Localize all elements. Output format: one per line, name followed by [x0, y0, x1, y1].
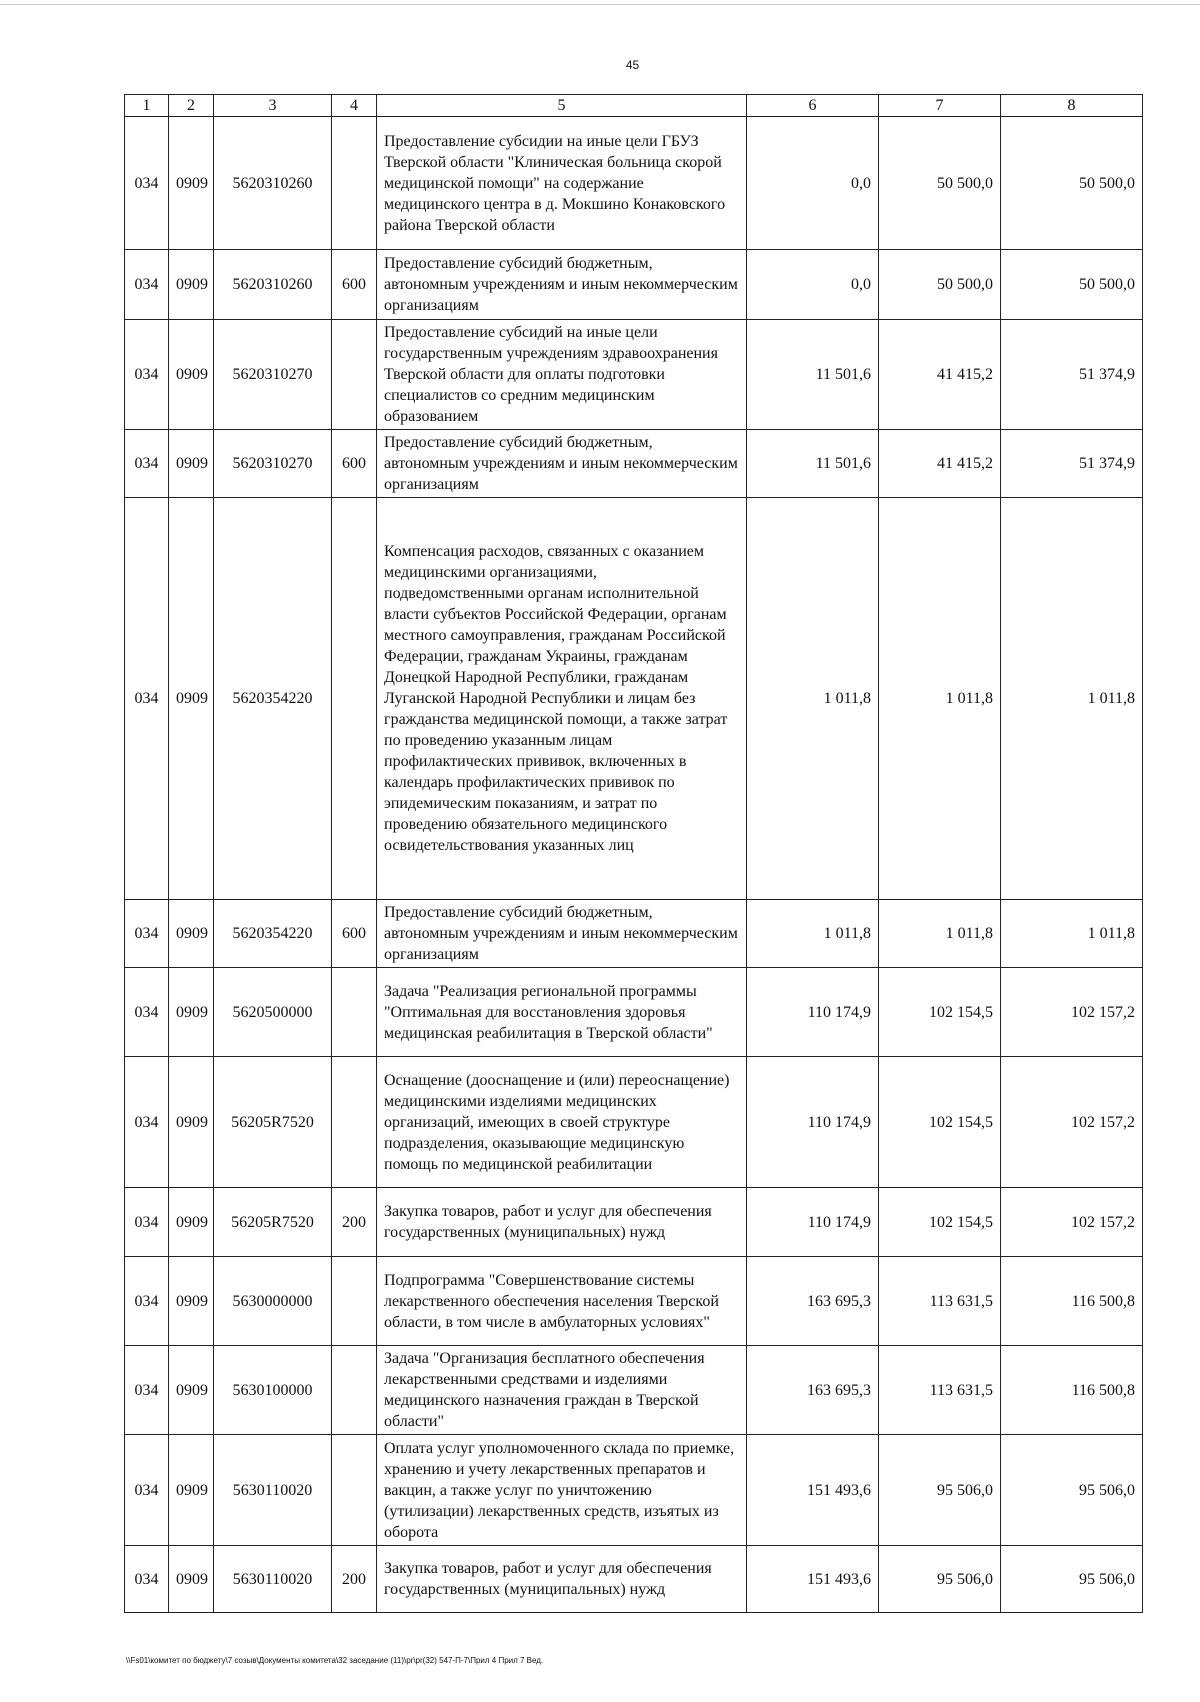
cell-section: 0909 — [169, 1188, 214, 1257]
cell-expense-type — [332, 117, 377, 250]
cell-amount-col7: 95 506,0 — [879, 1546, 1001, 1613]
cell-amount-col7: 102 154,5 — [879, 1057, 1001, 1188]
cell-ministry: 034 — [125, 1257, 169, 1346]
header-row — [125, 95, 1143, 117]
cell-ministry: 034 — [125, 1546, 169, 1613]
header-cell: 7 — [879, 95, 1001, 117]
cell-amount-col6: 163 695,3 — [747, 1346, 879, 1435]
cell-amount-col8: 1 011,8 — [1001, 900, 1143, 968]
page-number: 45 — [625, 58, 640, 72]
cell-description: Оплата услуг уполномоченного склада по приемке, хранению и учету лекарственных препаратов и вакцин, а также услуг по уничтожению (утилизации) лекарственных средств, изъятых из оборота — [377, 1435, 747, 1546]
cell-target-article: 5620354220 — [214, 900, 332, 968]
cell-amount-col6: 151 493,6 — [747, 1546, 879, 1613]
cell-amount-col7: 113 631,5 — [879, 1257, 1001, 1346]
cell-amount-col7: 102 154,5 — [879, 968, 1001, 1057]
header-cell: 3 — [214, 95, 332, 117]
cell-description: Закупка товаров, работ и услуг для обеспечения государственных (муниципальных) нужд — [377, 1188, 747, 1257]
header-cell: 6 — [747, 95, 879, 117]
cell-section: 0909 — [169, 430, 214, 498]
cell-amount-col6: 110 174,9 — [747, 1188, 879, 1257]
cell-description: Предоставление субсидии на иные цели ГБУЗ Тверской области "Клиническая больница скорой медицинской помощи" на содержание медицинского центра в д. Мокшино Конаковского района Тверской области — [377, 117, 747, 250]
cell-target-article: 5630100000 — [214, 1346, 332, 1435]
cell-amount-col8: 102 157,2 — [1001, 1057, 1143, 1188]
cell-target-article: 5620500000 — [214, 968, 332, 1057]
cell-section: 0909 — [169, 900, 214, 968]
cell-amount-col7: 41 415,2 — [879, 430, 1001, 498]
table-row — [125, 1057, 1143, 1188]
cell-ministry: 034 — [125, 968, 169, 1057]
cell-description: Предоставление субсидий бюджетным, автономным учреждениям и иным некоммерческим организациям — [377, 900, 747, 968]
table-row — [125, 1546, 1143, 1613]
cell-ministry: 034 — [125, 430, 169, 498]
table-row — [125, 498, 1143, 900]
cell-section: 0909 — [169, 498, 214, 900]
table-row — [125, 1435, 1143, 1546]
cell-expense-type — [332, 1057, 377, 1188]
cell-amount-col7: 102 154,5 — [879, 1188, 1001, 1257]
cell-amount-col7: 1 011,8 — [879, 900, 1001, 968]
cell-target-article: 5630110020 — [214, 1546, 332, 1613]
cell-expense-type — [332, 1435, 377, 1546]
cell-section: 0909 — [169, 1546, 214, 1613]
cell-ministry: 034 — [125, 1057, 169, 1188]
table-row — [125, 1188, 1143, 1257]
cell-ministry: 034 — [125, 1188, 169, 1257]
table-row — [125, 900, 1143, 968]
cell-description: Задача "Организация бесплатного обеспечения лекарственными средствами и изделиями медицинского назначения граждан в Тверской области" — [377, 1346, 747, 1435]
cell-target-article: 5620310260 — [214, 250, 332, 320]
cell-ministry: 034 — [125, 250, 169, 320]
cell-section: 0909 — [169, 250, 214, 320]
cell-amount-col7: 41 415,2 — [879, 320, 1001, 430]
cell-ministry: 034 — [125, 117, 169, 250]
cell-target-article: 56205R7520 — [214, 1188, 332, 1257]
cell-amount-col8: 1 011,8 — [1001, 498, 1143, 900]
cell-amount-col7: 50 500,0 — [879, 117, 1001, 250]
cell-section: 0909 — [169, 1257, 214, 1346]
cell-amount-col8: 51 374,9 — [1001, 320, 1143, 430]
header-cell: 5 — [377, 95, 747, 117]
cell-amount-col7: 95 506,0 — [879, 1435, 1001, 1546]
cell-section: 0909 — [169, 1435, 214, 1546]
cell-amount-col7: 113 631,5 — [879, 1346, 1001, 1435]
cell-description: Предоставление субсидий бюджетным, автономным учреждениям и иным некоммерческим организациям — [377, 430, 747, 498]
table-row — [125, 250, 1143, 320]
footer-file-path: \\Fs01\комитет по бюджету\7 созыв\Документы комитета\32 заседание (11)\pr\pr(32) 547-П-7\Прил 4 Прил 7 Вед. — [126, 1656, 544, 1665]
cell-expense-type: 600 — [332, 250, 377, 320]
cell-amount-col6: 0,0 — [747, 250, 879, 320]
header-cell: 8 — [1001, 95, 1143, 117]
cell-amount-col8: 102 157,2 — [1001, 1188, 1143, 1257]
cell-amount-col6: 11 501,6 — [747, 320, 879, 430]
cell-expense-type — [332, 320, 377, 430]
cell-expense-type — [332, 1346, 377, 1435]
header-cell: 2 — [169, 95, 214, 117]
cell-amount-col6: 110 174,9 — [747, 968, 879, 1057]
cell-ministry: 034 — [125, 320, 169, 430]
cell-amount-col6: 1 011,8 — [747, 900, 879, 968]
cell-ministry: 034 — [125, 498, 169, 900]
cell-amount-col8: 50 500,0 — [1001, 117, 1143, 250]
cell-description: Предоставление субсидий бюджетным, автономным учреждениям и иным некоммерческим организациям — [377, 250, 747, 320]
table-row — [125, 968, 1143, 1057]
cell-section: 0909 — [169, 320, 214, 430]
budget-table — [124, 94, 1143, 1613]
cell-target-article: 56205R7520 — [214, 1057, 332, 1188]
cell-section: 0909 — [169, 117, 214, 250]
cell-description: Компенсация расходов, связанных с оказанием медицинскими организациями, подведомственными органам исполнительной власти субъектов Российской Федерации, органам местного самоуправления, гражданам Российской Федерации, гражданам Украины, гражданам Донецкой Народной Республики, гражданам Луганской Народной Республики и лицам без гражданства медицинской помощи, а также затрат по проведению указанным лицам профилактических прививок, включенных в календарь профилактических прививок по эпидемическим показаниям, и затрат по проведению обязательного медицинского освидетельствования указанных лиц — [377, 498, 747, 900]
cell-description: Оснащение (дооснащение и (или) переоснащение) медицинскими изделиями медицинских организаций, имеющих в своей структуре подразделения, оказывающие медицинскую помощь по медицинской реабилитации — [377, 1057, 747, 1188]
cell-expense-type — [332, 1257, 377, 1346]
cell-expense-type — [332, 498, 377, 900]
cell-description: Предоставление субсидий на иные цели государственным учреждениям здравоохранения Тверской области для оплаты подготовки специалистов со средним медицинским образованием — [377, 320, 747, 430]
cell-amount-col8: 116 500,8 — [1001, 1346, 1143, 1435]
cell-amount-col8: 51 374,9 — [1001, 430, 1143, 498]
page-edge-line — [0, 4, 1200, 5]
cell-amount-col6: 151 493,6 — [747, 1435, 879, 1546]
cell-target-article: 5620310270 — [214, 320, 332, 430]
cell-amount-col6: 11 501,6 — [747, 430, 879, 498]
cell-amount-col8: 95 506,0 — [1001, 1546, 1143, 1613]
cell-amount-col7: 1 011,8 — [879, 498, 1001, 900]
cell-ministry: 034 — [125, 1435, 169, 1546]
cell-target-article: 5620310260 — [214, 117, 332, 250]
cell-amount-col8: 116 500,8 — [1001, 1257, 1143, 1346]
cell-amount-col8: 50 500,0 — [1001, 250, 1143, 320]
cell-description: Подпрограмма "Совершенствование системы лекарственного обеспечения населения Тверской области, в том числе в амбулаторных условиях" — [377, 1257, 747, 1346]
cell-ministry: 034 — [125, 900, 169, 968]
table-row — [125, 430, 1143, 498]
cell-target-article: 5630110020 — [214, 1435, 332, 1546]
cell-description: Задача "Реализация региональной программы "Оптимальная для восстановления здоровья медицинская реабилитация в Тверской области" — [377, 968, 747, 1057]
cell-amount-col8: 95 506,0 — [1001, 1435, 1143, 1546]
cell-expense-type: 600 — [332, 900, 377, 968]
cell-section: 0909 — [169, 1346, 214, 1435]
cell-expense-type: 200 — [332, 1546, 377, 1613]
cell-target-article: 5620310270 — [214, 430, 332, 498]
header-cell: 4 — [332, 95, 377, 117]
cell-expense-type: 200 — [332, 1188, 377, 1257]
table-row — [125, 1257, 1143, 1346]
header-cell: 1 — [125, 95, 169, 117]
cell-amount-col6: 0,0 — [747, 117, 879, 250]
cell-expense-type — [332, 968, 377, 1057]
cell-amount-col6: 163 695,3 — [747, 1257, 879, 1346]
cell-target-article: 5620354220 — [214, 498, 332, 900]
cell-ministry: 034 — [125, 1346, 169, 1435]
cell-amount-col8: 102 157,2 — [1001, 968, 1143, 1057]
cell-target-article: 5630000000 — [214, 1257, 332, 1346]
cell-amount-col6: 1 011,8 — [747, 498, 879, 900]
cell-section: 0909 — [169, 1057, 214, 1188]
table-row — [125, 320, 1143, 430]
cell-section: 0909 — [169, 968, 214, 1057]
cell-amount-col6: 110 174,9 — [747, 1057, 879, 1188]
table-row — [125, 117, 1143, 250]
cell-description: Закупка товаров, работ и услуг для обеспечения государственных (муниципальных) нужд — [377, 1546, 747, 1613]
cell-amount-col7: 50 500,0 — [879, 250, 1001, 320]
cell-expense-type: 600 — [332, 430, 377, 498]
table-row — [125, 1346, 1143, 1435]
